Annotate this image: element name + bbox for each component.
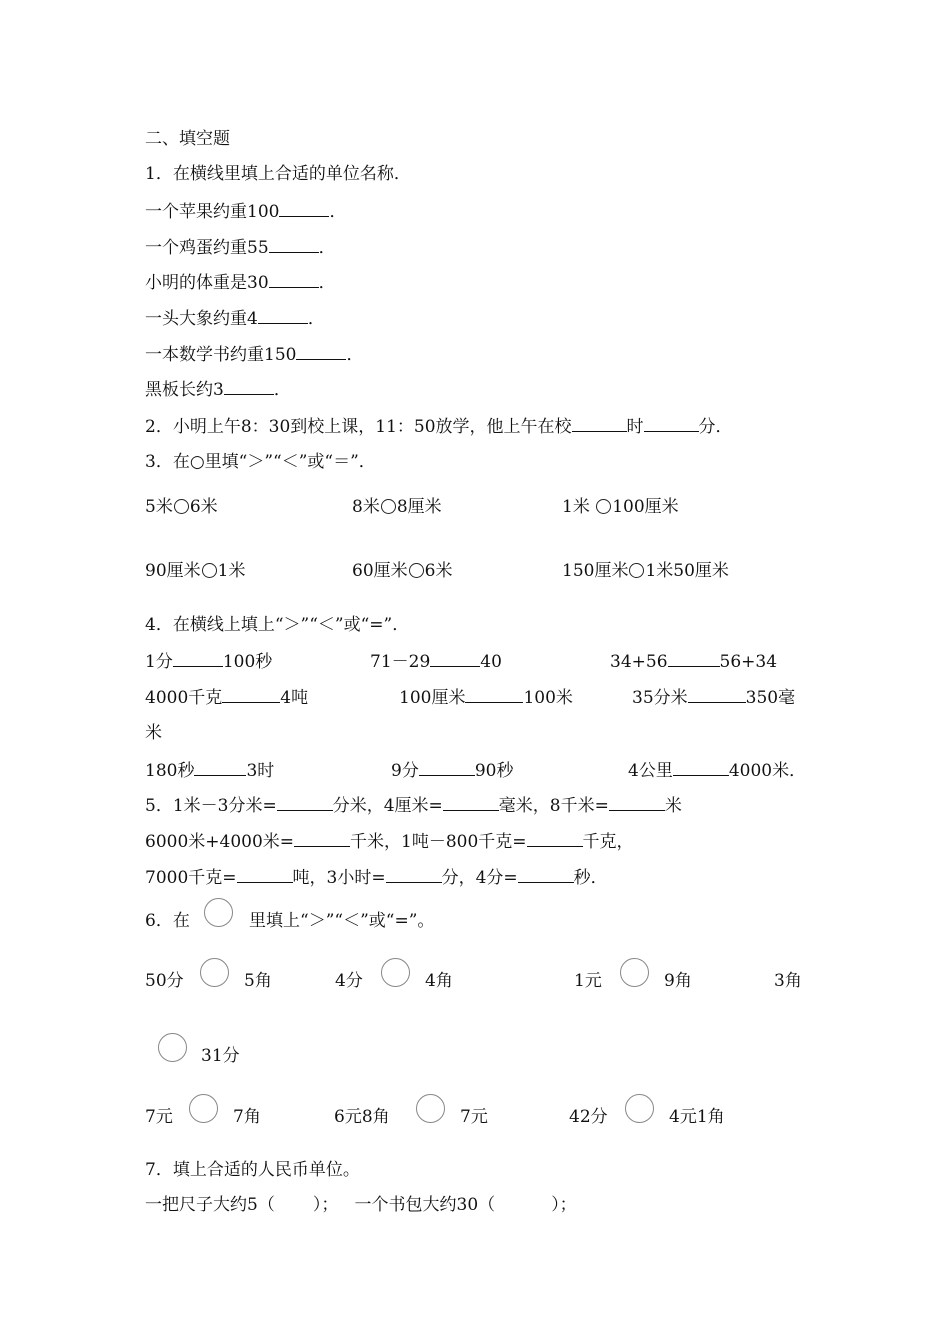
q3-item: 1米 100厘米 [562, 497, 679, 517]
q1-item: 一头大象约重4 ． [145, 309, 325, 329]
answer-blank[interactable] [419, 759, 475, 776]
q6-prompt-circle [204, 898, 233, 927]
q2-line: 2．小明上午8：30到校上课，11：50放学，他上午在校 时 分． [145, 417, 733, 437]
q5-line-3: 7000千克= 吨，3小时= 分，4分= 秒． [145, 868, 608, 888]
compare-circle[interactable] [189, 1094, 218, 1123]
compare-circle[interactable] [416, 1094, 445, 1123]
answer-blank[interactable] [386, 866, 442, 883]
q3-item: 150厘米 1米50厘米 [562, 561, 729, 581]
answer-blank[interactable] [443, 794, 499, 811]
answer-blank[interactable] [258, 307, 308, 324]
q7-line: 一把尺子大约5（ ）； 一个书包大约30（ ）； [145, 1195, 577, 1215]
compare-circle[interactable] [409, 563, 424, 578]
q6-item-left: 1元 [574, 971, 602, 991]
q4-item: 4公里 4000米． [628, 761, 807, 781]
answer-blank[interactable] [194, 759, 246, 776]
answer-blank[interactable] [688, 686, 746, 703]
q3-item: 90厘米 1米 [145, 561, 246, 581]
answer-blank[interactable] [224, 378, 274, 395]
q1-item: 一本数学书约重150 ． [145, 345, 364, 365]
compare-circle[interactable] [158, 1033, 187, 1062]
q4-item: 9分 90秒 [391, 761, 514, 781]
answer-blank[interactable] [527, 830, 583, 847]
q3-item: 60厘米 6米 [352, 561, 453, 581]
answer-blank[interactable] [269, 236, 319, 253]
compare-circle[interactable] [202, 563, 217, 578]
q6-item-right: 4元1角 [669, 1107, 725, 1127]
q7-prompt: 7．填上合适的人民币单位。 [145, 1160, 360, 1180]
q5-line-2: 6000米+4000米= 千米，1吨－800千克= 千克， [145, 832, 634, 852]
q6-item-right: 5角 [244, 971, 272, 991]
q6-item-right: 4角 [425, 971, 453, 991]
q4-item: 71－29 40 [370, 652, 502, 672]
q6-item-left: 7元 [145, 1107, 173, 1127]
answer-blank[interactable] [572, 415, 627, 432]
answer-blank[interactable] [673, 759, 729, 776]
answer-blank[interactable] [465, 686, 523, 703]
q3-item: 5米 6米 [145, 497, 218, 517]
q6-prompt-start: 6．在 [145, 911, 190, 931]
q5-line-1: 5．1米－3分米= 分米，4厘米= 毫米，8千米= 米 [145, 796, 682, 816]
q1-item: 一个鸡蛋约重55 ． [145, 238, 336, 258]
answer-blank[interactable] [430, 650, 480, 667]
q6-item-left: 4分 [335, 971, 363, 991]
compare-circle[interactable] [620, 958, 649, 987]
q4-item: 180秒 3时 [145, 761, 275, 781]
q6-item-left: 3角 [774, 971, 802, 991]
compare-circle[interactable] [174, 499, 189, 514]
q4-item: 1分 100秒 [145, 652, 273, 672]
q6-item-left: 50分 [145, 971, 184, 991]
answer-blank[interactable] [173, 650, 223, 667]
q6-prompt-end: 里填上“＞”“＜”或“=”。 [249, 911, 435, 931]
answer-blank[interactable] [222, 686, 280, 703]
q6-item-left: 6元8角 [334, 1107, 390, 1127]
compare-circle[interactable] [200, 958, 229, 987]
compare-circle[interactable] [625, 1094, 654, 1123]
q1-prompt: 1．在横线里填上合适的单位名称． [145, 164, 411, 184]
q6-item-right: 7角 [233, 1107, 261, 1127]
answer-blank[interactable] [296, 343, 346, 360]
compare-circle[interactable] [381, 499, 396, 514]
answer-blank[interactable] [279, 200, 329, 217]
q1-item: 一个苹果约重100 ． [145, 202, 347, 222]
q4-item: 100厘米 100米 [399, 688, 573, 708]
answer-blank[interactable] [277, 794, 333, 811]
q6-item-right: 7元 [460, 1107, 488, 1127]
answer-blank[interactable] [237, 866, 293, 883]
q4-prompt: 4．在横线上填上“＞”“＜”或“=”． [145, 615, 410, 635]
compare-circle[interactable] [381, 958, 410, 987]
q6-item-right: 31分 [201, 1046, 240, 1066]
answer-blank[interactable] [294, 830, 350, 847]
q1-item: 小明的体重是30 ． [145, 273, 336, 293]
section-title: 二、填空题 [145, 129, 230, 149]
answer-blank[interactable] [644, 415, 699, 432]
compare-circle[interactable] [596, 499, 611, 514]
q4-item: 35分米 350毫 [632, 688, 796, 708]
answer-blank[interactable] [609, 794, 665, 811]
q6-item-right: 9角 [664, 971, 692, 991]
q4-wrap-text: 米 [145, 723, 162, 743]
q3-item: 8米 8厘米 [352, 497, 442, 517]
q4-item: 34+56 56+34 [610, 652, 778, 672]
q6-item-left: 42分 [569, 1107, 608, 1127]
answer-blank[interactable] [269, 271, 319, 288]
compare-circle[interactable] [629, 563, 644, 578]
answer-blank[interactable] [668, 650, 720, 667]
q4-item: 4000千克 4吨 [145, 688, 309, 708]
q1-item: 黑板长约3 ． [145, 380, 291, 400]
answer-blank[interactable] [518, 866, 574, 883]
q3-prompt: 3．在○里填“＞”“＜”或“＝”． [145, 452, 376, 472]
